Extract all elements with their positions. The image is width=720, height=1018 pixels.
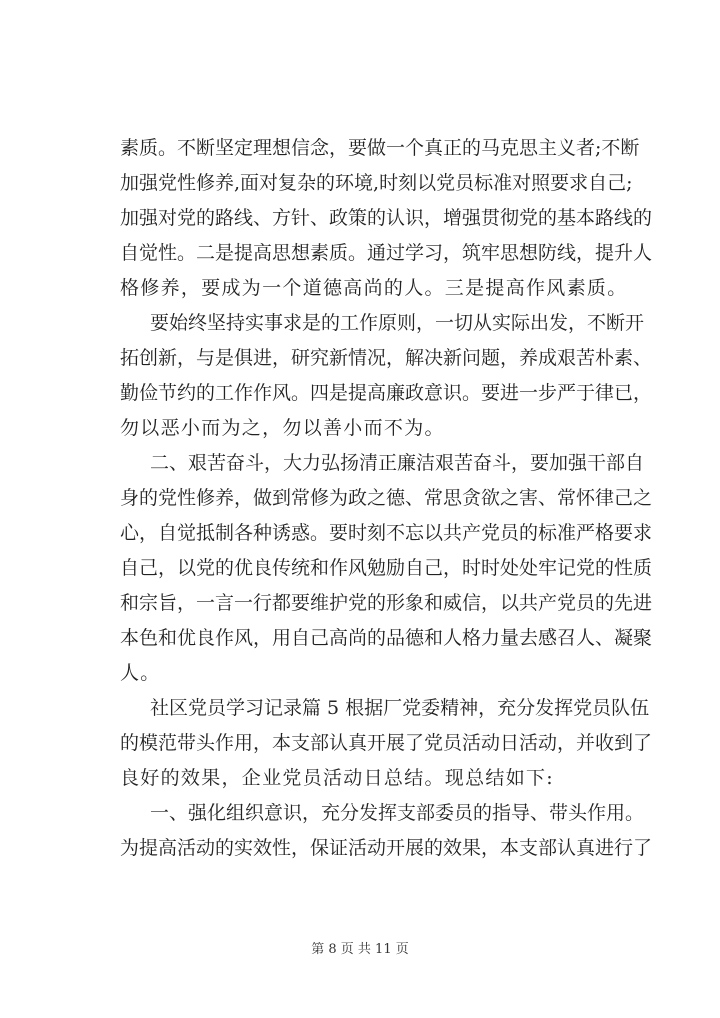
text-line: 身的党性修养，做到常修为政之德、常思贪欲之害、常怀律己之 [120,487,653,509]
text-line: 加强党性修养,面对复杂的环境,时刻以党员标准对照要求自己; [120,172,633,194]
text-line: 自己，以党的优良传统和作风勉励自己，时时处处牢记党的性质 [120,557,653,579]
text-line: 人。 [120,662,161,684]
text-line: 素质。不断坚定理想信念，要做一个真正的马克思主义者;不断 [120,137,640,159]
text-line: 勤俭节约的工作作风。四是提高廉政意识。要进一步严于律已， [120,382,653,404]
text-line: 和宗旨，一言一行都要维护党的形象和威信，以共产党员的先进 [120,592,653,614]
text-line: 自觉性。二是提高思想素质。通过学习，筑牢思想防线，提升人 [120,242,653,264]
text-line: 拓创新，与是俱进，研究新情况，解决新问题，养成艰苦朴素、 [120,347,653,369]
text-line: 二、艰苦奋斗，大力弘扬清正廉洁艰苦奋斗，要加强干部自 [150,452,645,474]
text-line: 勿以恶小而为之，勿以善小而不为。 [120,417,445,439]
text-line: 一、强化组织意识，充分发挥支部委员的指导、带头作用。 [150,802,645,824]
text-line: 要始终坚持实事求是的工作原则，一切从实际出发，不断开 [150,312,645,334]
text-line: 本色和优良作风，用自己高尚的品德和人格力量去感召人、凝聚 [120,627,653,649]
text-line: 加强对党的路线、方针、政策的认识，增强贯彻党的基本路线的 [120,207,653,229]
document-body [120,131,653,866]
page-number: 第 8 页 共 11 页 [311,942,409,957]
text-line: 的模范带头作用，本支部认真开展了党员活动日活动，并收到了 [120,732,653,754]
text-line: 为提高活动的实效性，保证活动开展的效果，本支部认真进行了 [120,837,653,859]
text-line: 格修养，要成为一个道德高尚的人。三是提高作风素质。 [120,277,628,299]
text-line: 社区党员学习记录篇 5 根据厂党委精神，充分发挥党员队伍 [150,697,650,719]
text-line: 良好的效果，企业党员活动日总结。现总结如下: [120,767,555,789]
text-line: 心，自觉抵制各种诱惑。要时刻不忘以共产党员的标准严格要求 [120,522,653,544]
